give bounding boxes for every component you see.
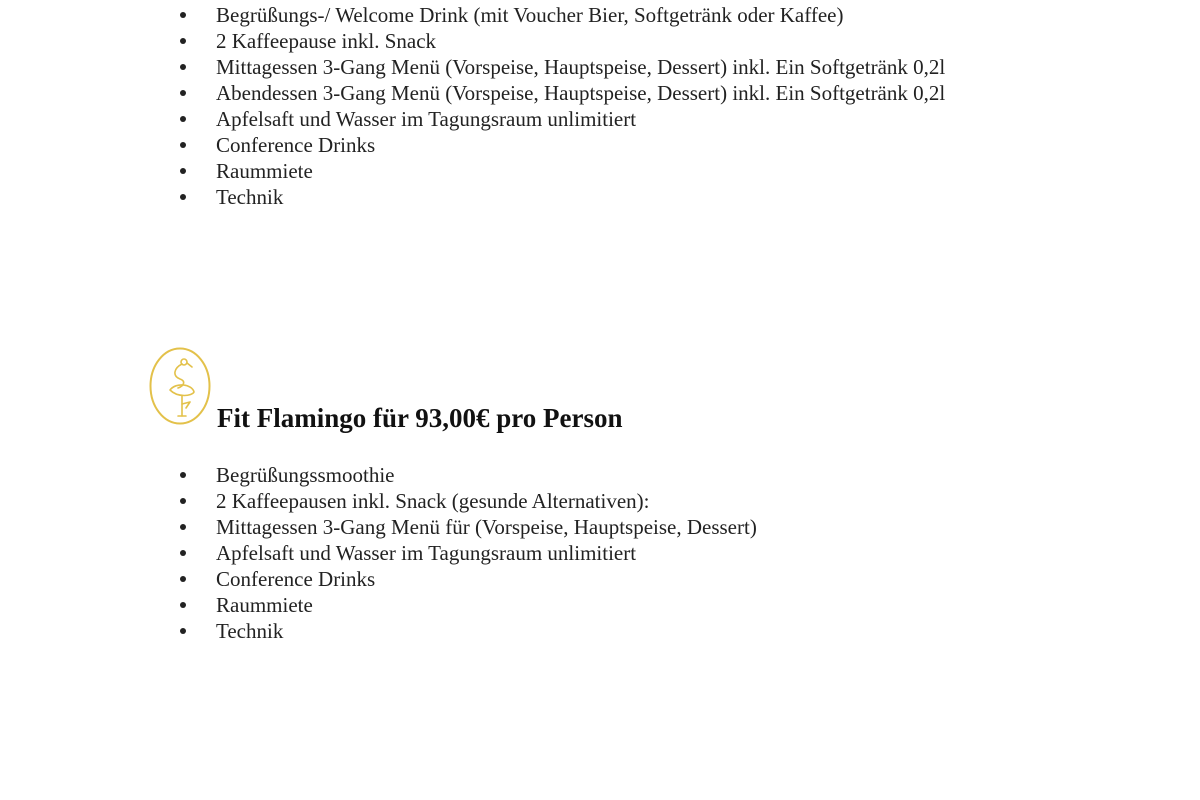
- list-item-text: Raummiete: [216, 159, 313, 183]
- bullet-icon: [180, 142, 186, 148]
- list-item: [0, 54, 945, 80]
- list-item: [0, 618, 757, 644]
- list-item: [0, 28, 945, 54]
- bullet-icon: [180, 168, 186, 174]
- list-item-text: Begrüßungssmoothie: [216, 463, 395, 487]
- list-item: [0, 514, 757, 540]
- list-item: [0, 80, 945, 106]
- list-item: [0, 132, 945, 158]
- bullet-icon: [180, 628, 186, 634]
- package-title: Fit Flamingo für 93,00€ pro Person: [217, 403, 623, 433]
- list-item: [0, 158, 945, 184]
- flamingo-icon: [148, 346, 212, 426]
- bullet-icon: [180, 64, 186, 70]
- list-item-text: 2 Kaffeepause inkl. Snack: [216, 29, 437, 53]
- list-item-text: Conference Drinks: [216, 133, 376, 157]
- list-item: [0, 184, 945, 210]
- bullet-icon: [180, 90, 186, 96]
- bullet-icon: [180, 602, 186, 608]
- list-item-text: Raummiete: [216, 593, 313, 617]
- list-item: [0, 106, 945, 132]
- list-item-text: Mittagessen 3-Gang Menü für (Vorspeise, Hauptspeise, Dessert): [216, 515, 757, 539]
- list-item-text: Apfelsaft und Wasser im Tagungsraum unlimitiert: [216, 541, 637, 565]
- bullet-icon: [180, 194, 186, 200]
- list-item: [0, 540, 757, 566]
- list-item: [0, 592, 757, 618]
- list-item: [0, 462, 757, 488]
- bullet-icon: [180, 524, 186, 530]
- list-item-text: Mittagessen 3-Gang Menü (Vorspeise, Hauptspeise, Dessert) inkl. Ein Softgetränk 0,2l: [216, 55, 946, 79]
- package-fit-flamingo-list: [0, 462, 757, 644]
- bullet-icon: [180, 38, 186, 44]
- list-item-text: Apfelsaft und Wasser im Tagungsraum unlimitiert: [216, 107, 637, 131]
- bullet-icon: [180, 12, 186, 18]
- list-item-text: Abendessen 3-Gang Menü (Vorspeise, Hauptspeise, Dessert) inkl. Ein Softgetränk 0,2l: [216, 81, 946, 105]
- bullet-icon: [180, 498, 186, 504]
- list-item-text: 2 Kaffeepausen inkl. Snack (gesunde Alternativen):: [216, 489, 650, 513]
- list-item: [0, 566, 757, 592]
- list-item-text: Begrüßungs-/ Welcome Drink (mit Voucher Bier, Softgetränk oder Kaffee): [216, 3, 844, 27]
- package-top-list: [0, 2, 945, 210]
- list-item-text: Conference Drinks: [216, 567, 376, 591]
- list-item: [0, 2, 945, 28]
- bullet-icon: [180, 472, 186, 478]
- bullet-icon: [180, 550, 186, 556]
- list-item-text: Technik: [216, 185, 284, 209]
- bullet-icon: [180, 116, 186, 122]
- list-item-text: Technik: [216, 619, 284, 643]
- bullet-icon: [180, 576, 186, 582]
- list-item: [0, 488, 757, 514]
